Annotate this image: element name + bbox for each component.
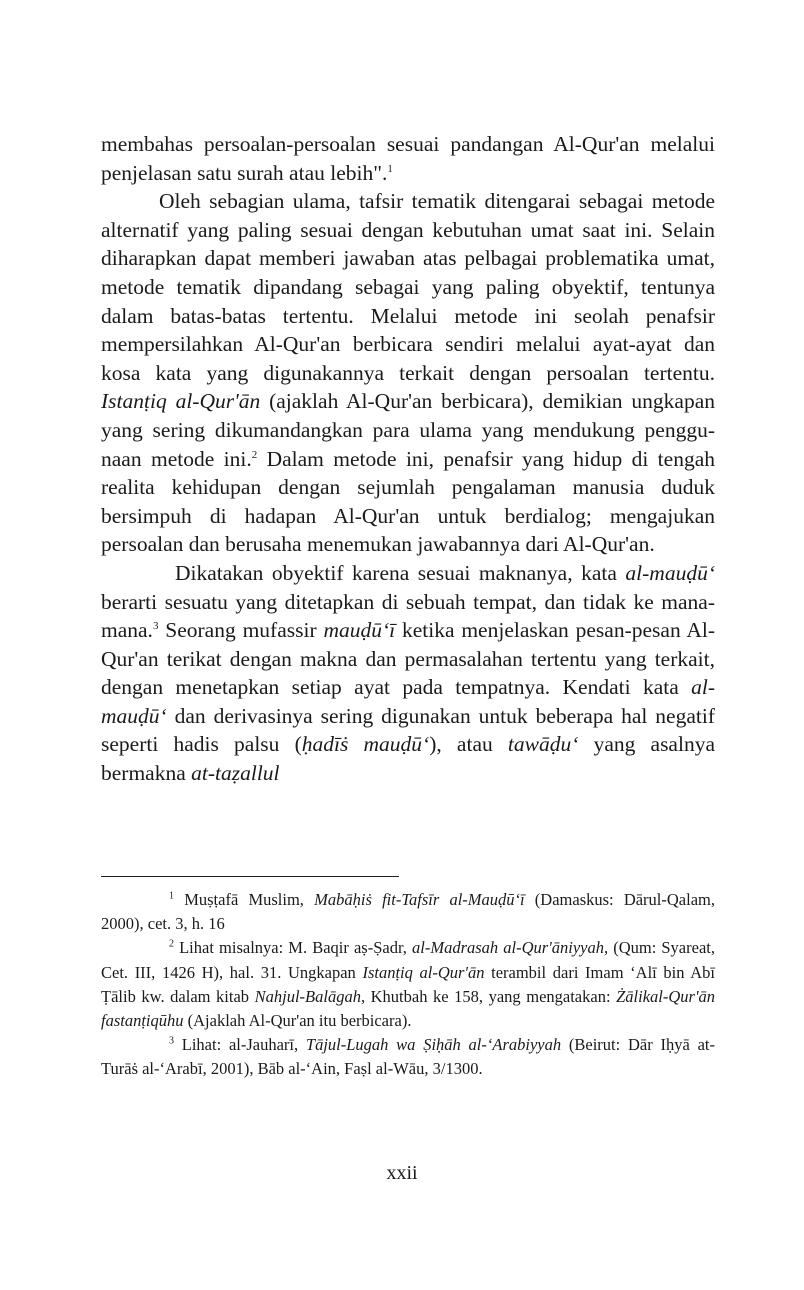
footnote-3: $^3$ Lihat: al-Jauharī, Tājul-Lugah wa Ṣiḥāh al-‘Arabiyyah (Beirut: Dār Iḥyā at-Turāṡ al-‘Arabī, 2001), Bāb al-‘Ain, Faṣl al-Wāu, 3/1300.	[101, 1035, 715, 1079]
paragraph-1: membahas persoalan-persoalan sesuai pandangan Al-Qur'an melalui penjelasan satu surah atau lebih".$^1$	[101, 132, 715, 185]
footnote-2: $^2$ Lihat misalnya: M. Baqir aṣ-Ṣadr, al-Madrasah al-Qur'āniyyah, (Qum: Syareat, Cet. III, 1426 H), hal. 31. Ungkapan Istanṭiq al-Qur'ān terambil dari Imam ‘Alī bin Abī Ṭālib kw. dalam kitab Nahjul-Balāgah, Khutbah ke 158, yang mengatakan: Żālikal-Qur'ān fastanṭiqūhu (Ajaklah Al-Qur'an itu berbicara).	[101, 938, 715, 1031]
main-text	[101, 130, 715, 788]
paragraph-2: Oleh sebagian ulama, tafsir tematik ditengarai sebagai metode alternatif yang paling sesuai dengan kebutuhan umat saat ini. Selain diharapkan dapat memberi jawaban atas pelbagai problematika umat, metode tematik dipandang sebagai yang paling obyektif, tentunya dalam batas-batas tertentu. Melalui metode ini seolah penafsir mempersilahkan Al-Qur'an berbicara sendiri melalui ayat-ayat dan kosa kata yang digunakannya terkait dengan persoalan tertentu. Istanṭiq al-Qur'ān (ajaklah Al-Qur'an berbicara), demikian ungkapan yang sering dikumandangkan para ulama yang mendukung penggunaan metode ini.$^2$ Dalam metode ini, penafsir yang hidup di tengah realita kehidupan dengan sejumlah pengalaman manusia duduk bersimpuh di hadapan Al-Qur'an untuk berdialog; mengajukan persoalan dan berusaha menemukan jawabannya dari Al-Qur'an.	[101, 189, 715, 557]
footnotes	[101, 888, 715, 1082]
page-number: xxii	[386, 1162, 418, 1184]
footnote-1: $^1$ Muṣṭafā Muslim, Mabāḥiṡ fit-Tafsīr al-Mauḍū‘ī (Damaskus: Dārul-Qalam, 2000), cet. 3, h. 16	[101, 890, 715, 934]
footnote-ref-1: 1	[387, 162, 393, 175]
footnote-ref-3: 3	[152, 619, 159, 632]
footnote-ref-2: 2	[251, 448, 258, 461]
paragraph-3: Dikatakan obyektif karena sesuai maknanya, kata al-mauḍū‘ berarti sesuatu yang ditetapkan di sebuah tempat, dan tidak ke mana-mana.$^3$ Seorang mufassir mauḍū‘ī ketika menjelaskan pesan-pesan Al-Qur'an terikat dengan makna dan permasalahan tertentu yang terkait, dengan menetapkan setiap ayat pada tempatnya. Kendati kata al-mauḍū‘ dan derivasinya sering digunakan untuk beberapa hal negatif seperti hadis palsu (ḥadīṡ mauḍū‘), atau tawāḍu‘ yang asalnya bermakna at-taẓallul	[101, 560, 716, 786]
footnote-divider	[101, 876, 399, 877]
